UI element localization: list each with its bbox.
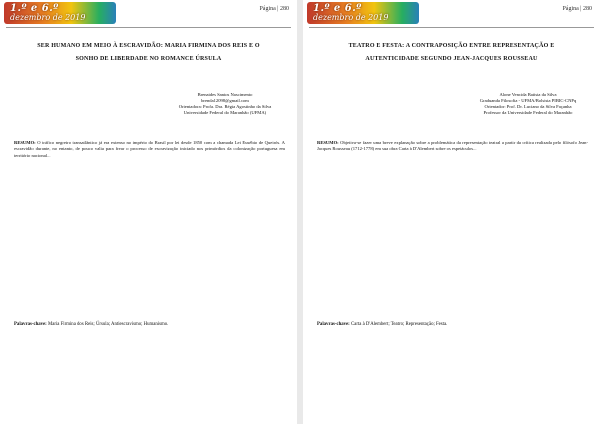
- keywords: [14, 322, 285, 328]
- header-rule: [309, 27, 594, 28]
- paper-title: [14, 40, 283, 66]
- author-block: [165, 92, 285, 116]
- author-block: [468, 92, 588, 116]
- keywords: [317, 322, 588, 328]
- keywords-text: Maria Firmina dos Reis; Úrsula; Antiescravismo; Humanismo.: [47, 322, 169, 327]
- abstract-label: RESUMO:: [317, 140, 339, 145]
- keywords-text: Carta à D'Alembert; Teatro; Representação; Festa.: [350, 322, 448, 327]
- banner-line-1: 1.º e 6.º: [10, 3, 59, 14]
- banner-line-2: dezembro de 2019: [313, 13, 389, 22]
- abstract-text: O tráfico negreiro transatlântico já era extenso no império do Brasil por lei desde 1850 com a chamada Lei Eusébio de Queirós. A escravidão durante, no entanto, de pouco valia para frear o processo de escravização iniciado nos primórdios da colonização portuguesa em território nacional...: [14, 140, 285, 158]
- author-line: Professor da Universidade Federal do Maranhão: [483, 110, 573, 115]
- paper-title: [317, 40, 586, 66]
- author-line: Graduanda Filosofia - UFMA/Bolsista PIBIC-CNPq: [479, 98, 577, 103]
- author-line: brenda12098@gmail.com: [201, 98, 249, 103]
- right-page: [303, 0, 600, 424]
- event-banner-logo: [307, 2, 419, 24]
- author-line: Orientadora: Profa. Dra. Régia Agostinho da Silva: [178, 104, 272, 109]
- page-number: Página | 280: [259, 6, 289, 12]
- author-line: Alone Vencida Batista da Silva: [499, 92, 557, 97]
- left-page: [0, 0, 297, 424]
- author-line: Brenaides Santos Nascimento: [197, 92, 253, 97]
- keywords-label: Palavras-chave:: [317, 322, 350, 327]
- abstract: [317, 140, 588, 153]
- title-line-2: AUTENTICIDADE SEGUNDO JEAN-JACQUES ROUSSEAU: [365, 56, 538, 62]
- banner-line-1: 1.º e 6.º: [313, 3, 362, 14]
- abstract: [14, 140, 285, 159]
- abstract-text: Objetiva-se fazer uma breve explanação sobre a problemática da representação teatral a partir da crítica realizada pelo filósofo Jean-Jacques Rousseau (1712-1778) em sua obra Carta à D'Alembert sobre os espetáculos...: [317, 140, 588, 152]
- page-number: Página | 280: [562, 6, 592, 12]
- author-line: Orientador: Prof. Dr. Luciano da Silva Façanha: [484, 104, 572, 109]
- author-line: Universidade Federal do Maranhão (UFMA): [183, 110, 267, 115]
- event-banner-logo: [4, 2, 116, 24]
- title-line-1: SER HUMANO EM MEIO À ESCRAVIDÃO: MARIA FIRMINA DOS REIS E O: [37, 43, 260, 49]
- title-line-2: SONHO DE LIBERDADE NO ROMANCE ÚRSULA: [75, 56, 222, 62]
- keywords-label: Palavras-chave:: [14, 322, 47, 327]
- banner-line-2: dezembro de 2019: [10, 13, 86, 22]
- header-rule: [6, 27, 291, 28]
- title-line-1: TEATRO E FESTA: A CONTRAPOSIÇÃO ENTRE REPRESENTAÇÃO E: [348, 43, 555, 49]
- abstract-label: RESUMO:: [14, 140, 36, 145]
